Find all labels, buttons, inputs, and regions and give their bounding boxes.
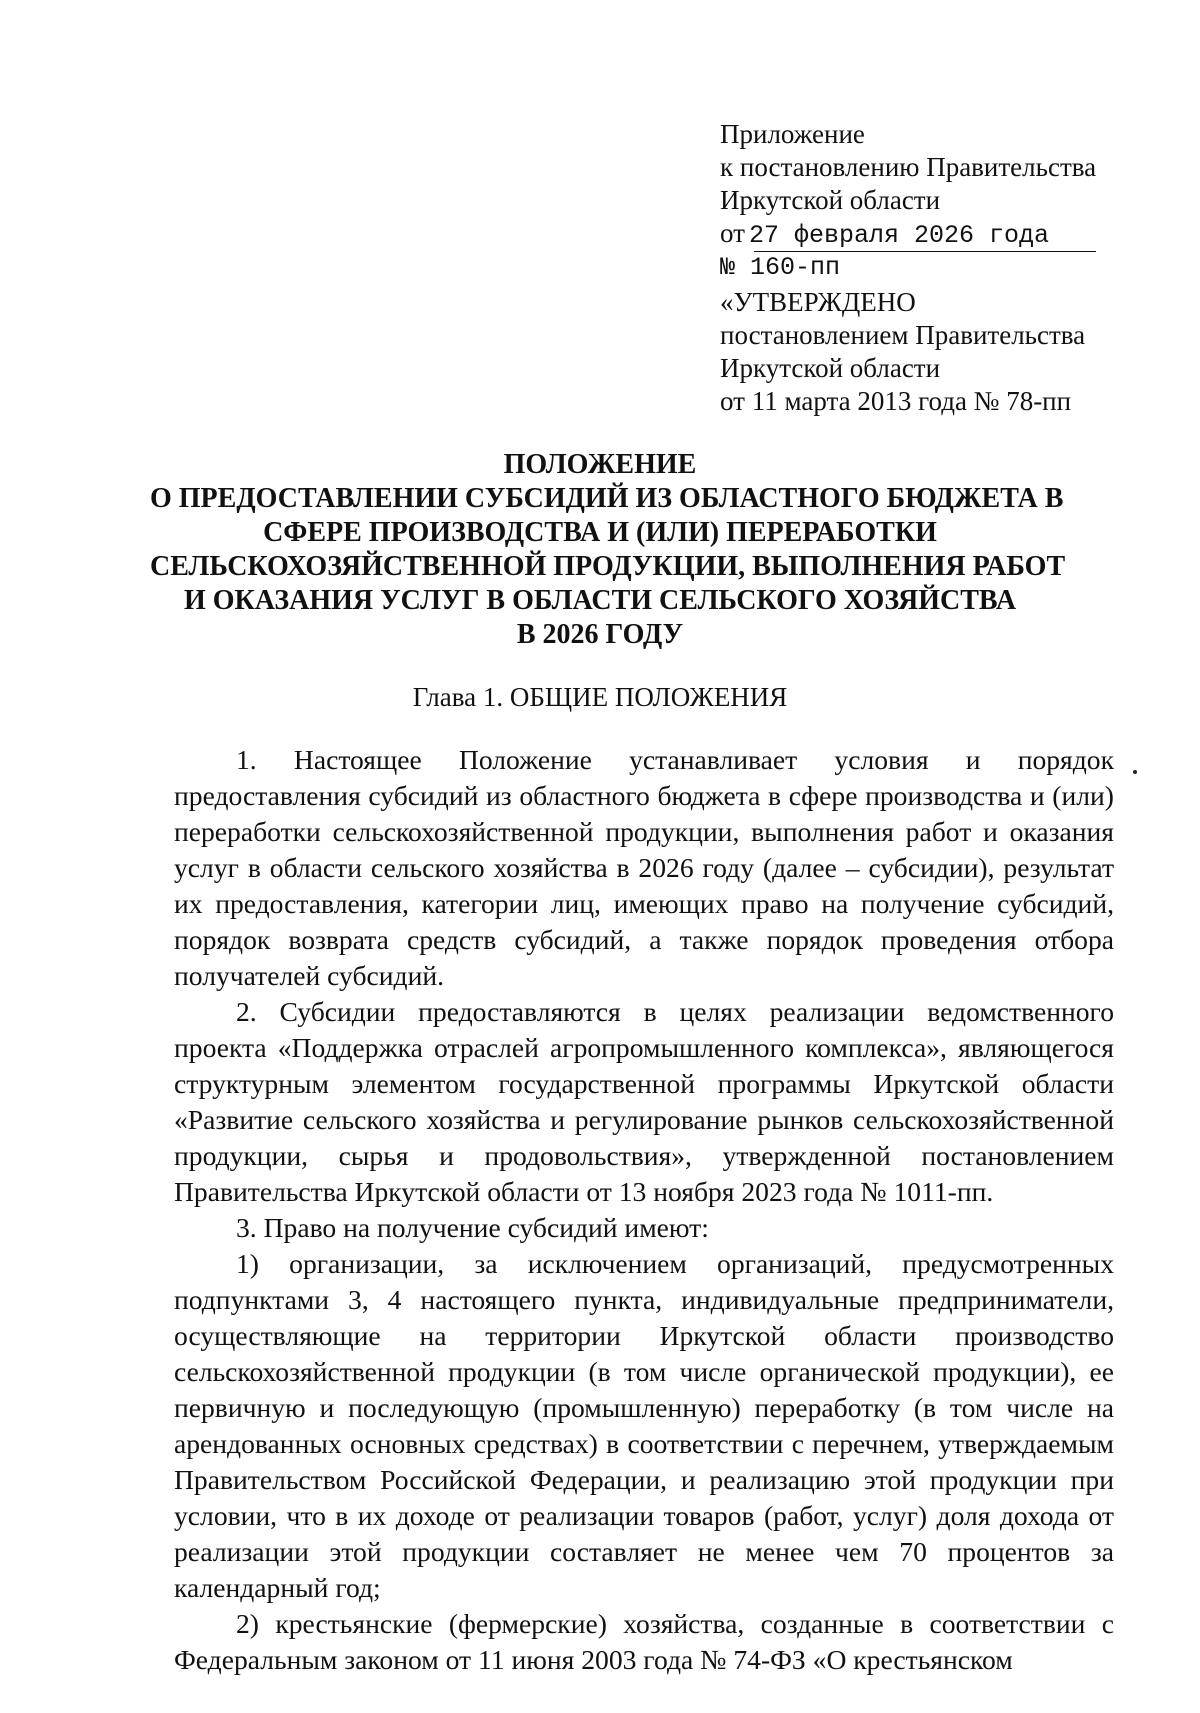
approved-region: Иркутской области	[720, 353, 941, 383]
paragraph: 2. Субсидии предоставляются в целях реализации ведомственного проекта «Поддержка отраслей агропромышленного комплекса», являющегося структурным элементом государственной программы Иркутской области «Развитие сельского хозяйства и регулирование рынков сельскохозяйственной продукции, сырья и продовольствия», утвержденной постановлением Правительства Иркутской области от 13 ноября 2023 года № 1011-пп.	[174, 996, 1114, 1207]
attachment-label: Приложение	[720, 119, 865, 149]
date-filled-value: 27 февраля 2026 года	[748, 221, 1050, 250]
approved-date: от 11 марта 2013 года № 78-пп	[720, 386, 1072, 416]
title-line: СФЕРЕ ПРОИЗВОДСТВА И (ИЛИ) ПЕРЕРАБОТКИ	[263, 517, 937, 548]
paragraph: 2) крестьянские (фермерские) хозяйства, созданные в соответствии с Федеральным законом от 11 июня 2003 года № 74-ФЗ «О крестьянском	[174, 1608, 1114, 1675]
title-line: И ОКАЗАНИЯ УСЛУГ В ОБЛАСТИ СЕЛЬСКОГО ХОЗЯЙСТВА	[183, 585, 1017, 616]
title-line: СЕЛЬСКОХОЗЯЙСТВЕННОЙ ПРОДУКЦИИ, ВЫПОЛНЕНИЯ РАБОТ	[150, 551, 1066, 582]
attachment-block	[720, 118, 1120, 418]
approved-by: постановлением Правительства	[720, 320, 1086, 350]
title-line: ПОЛОЖЕНИЕ	[503, 449, 697, 480]
attachment-reference: к постановлению Правительства	[720, 152, 1097, 182]
document-title	[150, 448, 1066, 652]
attachment-region: Иркутской области	[720, 185, 941, 215]
attachment-number: № 160-пп	[720, 253, 841, 282]
document-body	[174, 742, 1114, 1678]
title-line: О ПРЕДОСТАВЛЕНИИ СУБСИДИЙ ИЗ ОБЛАСТНОГО БЮДЖЕТА В	[150, 483, 1064, 514]
attachment-date-row	[720, 217, 1120, 250]
scan-dot	[1133, 770, 1137, 774]
date-prefix: от	[720, 218, 745, 248]
date-underline	[754, 251, 1096, 252]
paragraph: 1. Настоящее Положение устанавливает условия и порядок предоставления субсидий из областного бюджета в сфере производства и (или) переработки сельскохозяйственной продукции, выполнения работ и оказания услуг в области сельского хозяйства в 2026 году (далее – субсидии), результат их предоставления, категории лиц, имеющих право на получение субсидий, порядок возврата средств субсидий, а также порядок проведения отбора получателей субсидий.	[174, 744, 1114, 991]
title-line: В 2026 ГОДУ	[516, 619, 684, 650]
approved-label: «УТВЕРЖДЕНО	[720, 287, 916, 317]
chapter-heading: Глава 1. ОБЩИЕ ПОЛОЖЕНИЯ	[412, 682, 788, 712]
paragraph: 3. Право на получение субсидий имеют:	[236, 1212, 709, 1243]
paragraph: 1) организации, за исключением организаций, предусмотренных подпунктами 3, 4 настоящего пункта, индивидуальные предприниматели, осуществляющие на территории Иркутской области производство сельскохозяйственной продукции (в том числе органической продукции), ее первичную и последующую (промышленную) переработку (в том числе на арендованных основных средствах) в соответствии с перечнем, утверждаемым Правительством Российской Федерации, и реализацию этой продукции при условии, что в их доходе от реализации товаров (работ, услуг) доля дохода от реализации этой продукции составляет не менее чем 70 процентов за календарный год;	[174, 1248, 1114, 1603]
